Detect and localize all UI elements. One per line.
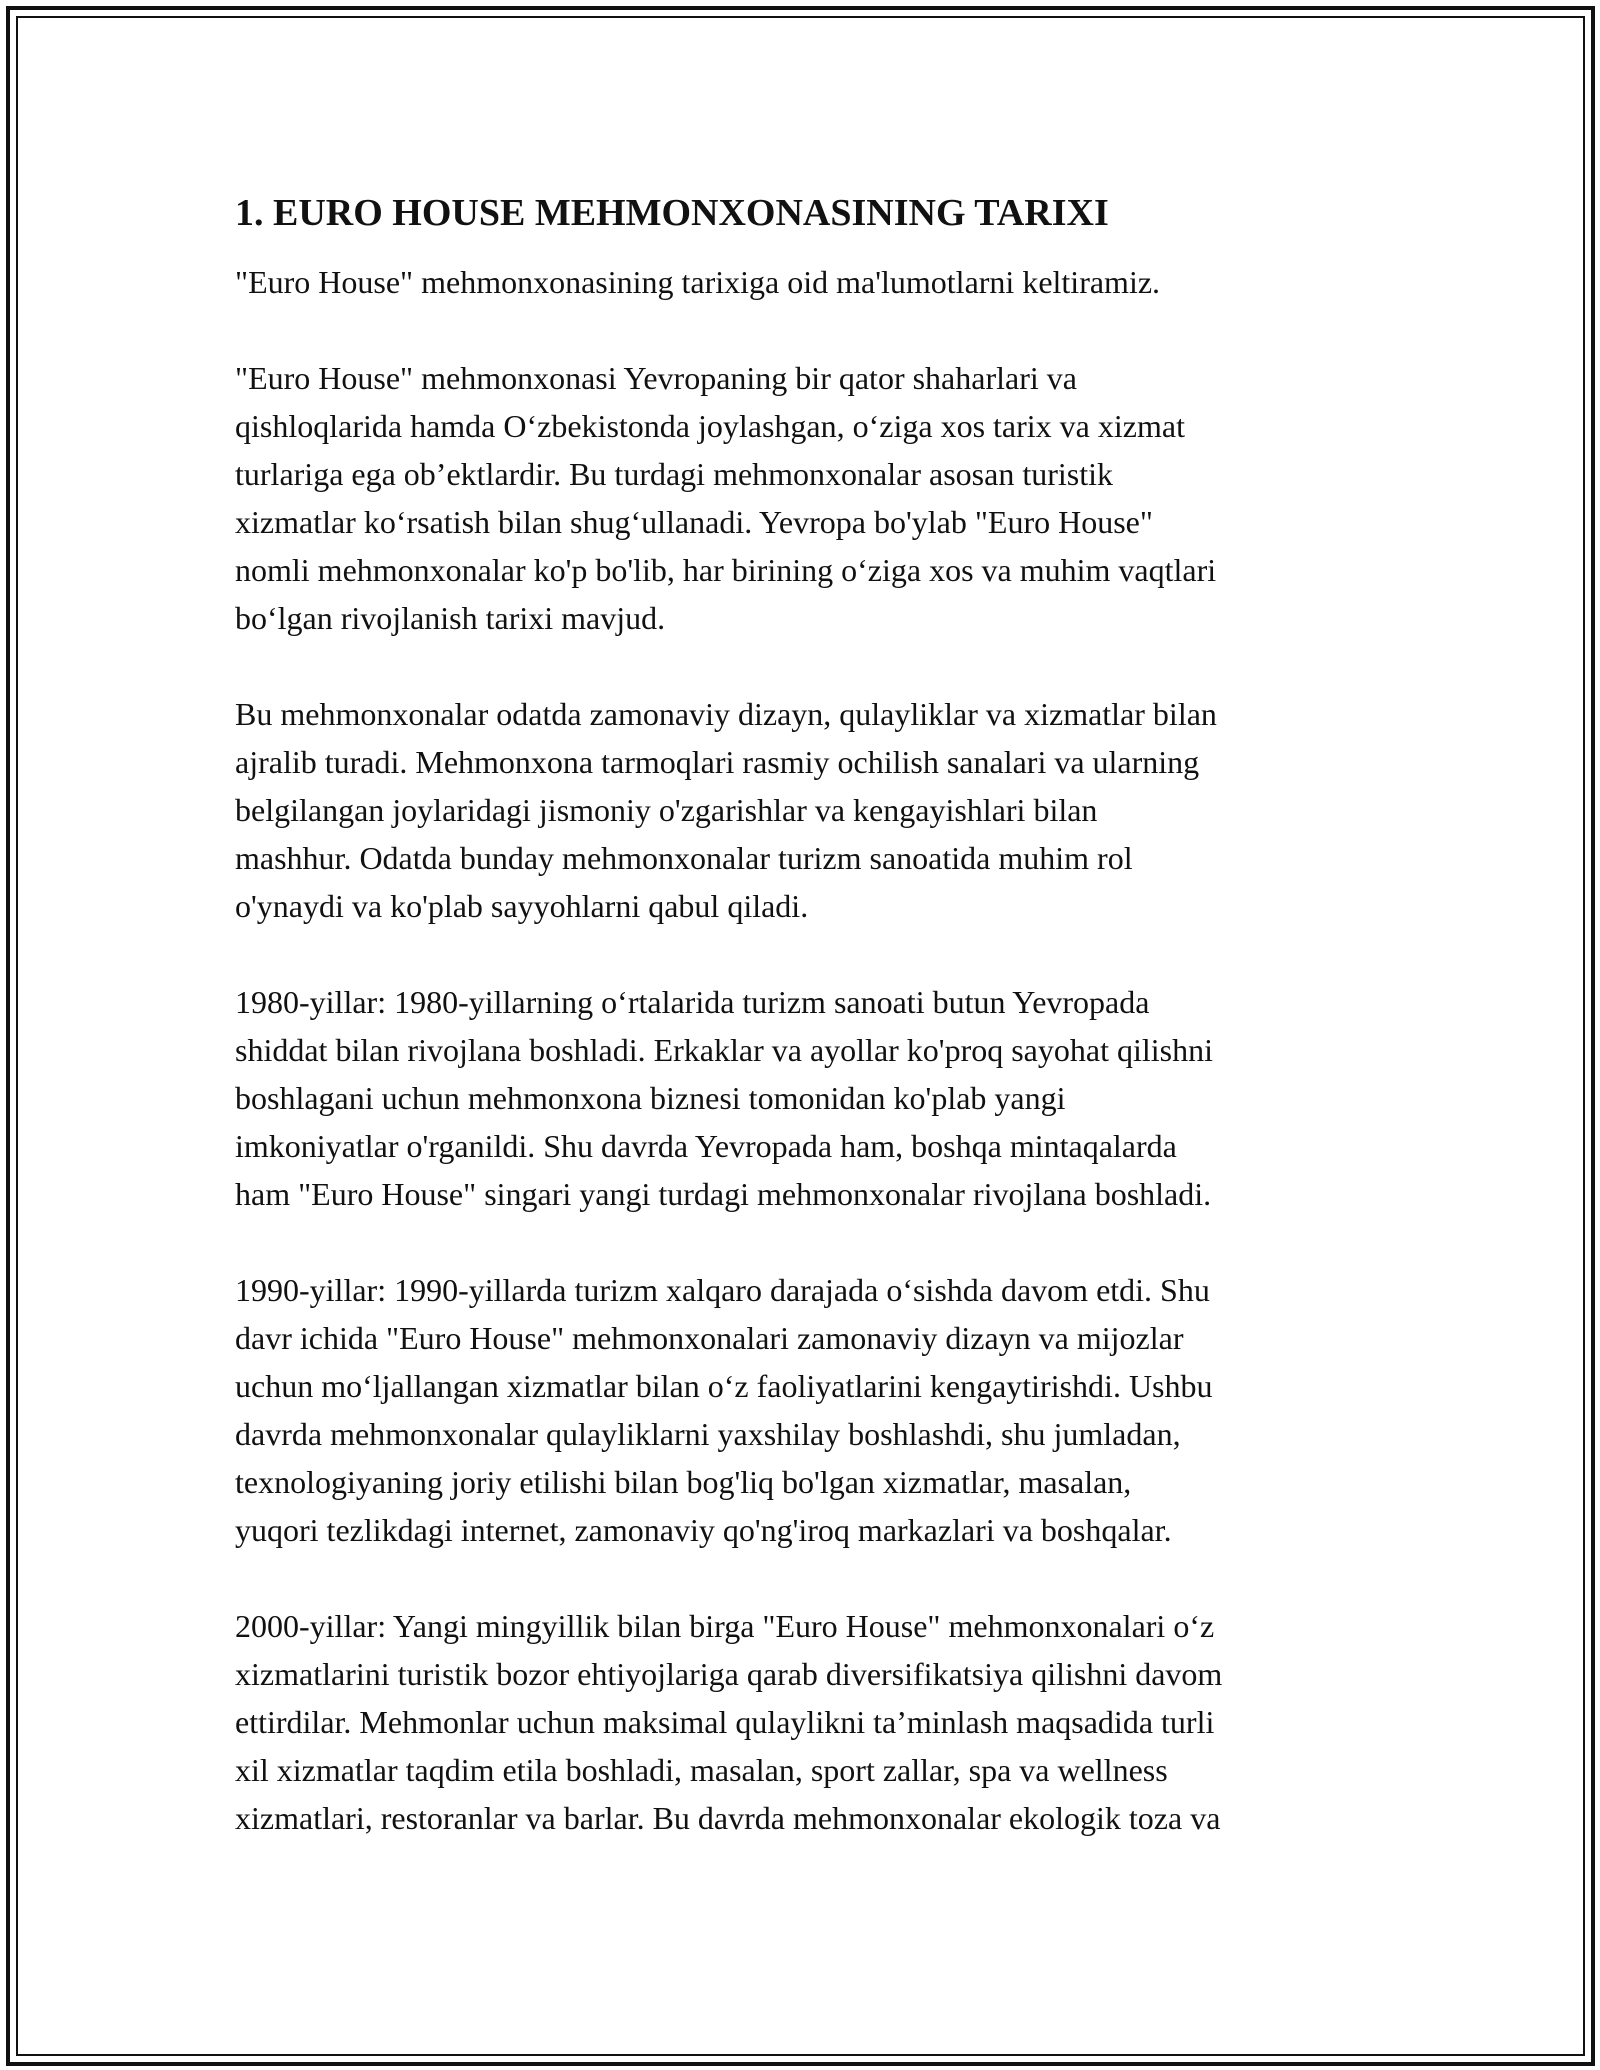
text-line: ettirdilar. Mehmonlar uchun maksimal qulaylikni ta’minlash maqsadida turli <box>235 1704 1215 1740</box>
text-line: "Euro House" mehmonxonasi Yevropaning bir qator shaharlari va <box>235 360 1077 396</box>
paragraph-3 <box>235 978 1375 1218</box>
text-line: xizmatlari, restoranlar va barlar. Bu davrda mehmonxonalar ekologik toza va <box>235 1800 1221 1836</box>
text-line: ham "Euro House" singari yangi turdagi mehmonxonalar rivojlana boshladi. <box>235 1176 1212 1212</box>
text-line: 1980-yillar: 1980-yillarning o‘rtalarida turizm sanoati butun Yevropada <box>235 984 1150 1020</box>
text-line: uchun mo‘ljallangan xizmatlar bilan o‘z faoliyatlarini kengaytirishdi. Ushbu <box>235 1368 1213 1404</box>
paragraph-gap <box>235 930 1375 978</box>
text-line: Bu mehmonxonalar odatda zamonaviy dizayn, qulayliklar va xizmatlar bilan <box>235 696 1217 732</box>
text-line: nomli mehmonxonalar ko'p bo'lib, har birining o‘ziga xos va muhim vaqtlari <box>235 552 1217 588</box>
text-line: 2000-yillar: Yangi mingyillik bilan birga "Euro House" mehmonxonalari o‘z <box>235 1608 1215 1644</box>
text-line: 1990-yillar: 1990-yillarda turizm xalqaro darajada o‘sishda davom etdi. Shu <box>235 1272 1210 1308</box>
text-line: bo‘lgan rivojlanish tarixi mavjud. <box>235 600 666 636</box>
paragraph-2 <box>235 690 1375 930</box>
paragraph-gap <box>235 1218 1375 1266</box>
paragraph-1 <box>235 354 1375 642</box>
paragraph-gap <box>235 1554 1375 1602</box>
text-line: belgilangan joylaridagi jismoniy o'zgarishlar va kengayishlari bilan <box>235 792 1098 828</box>
text-line: ajralib turadi. Mehmonxona tarmoqlari rasmiy ochilish sanalari va ularning <box>235 744 1200 780</box>
text-line: texnologiyaning joriy etilishi bilan bog'liq bo'lgan xizmatlar, masalan, <box>235 1464 1132 1500</box>
text-line: imkoniyatlar o'rganildi. Shu davrda Yevropada ham, boshqa mintaqalarda <box>235 1128 1177 1164</box>
text-line: davrda mehmonxonalar qulayliklarni yaxshilay boshlashdi, shu jumladan, <box>235 1416 1181 1452</box>
intro-paragraph: "Euro House" mehmonxonasining tarixiga oid ma'lumotlarni keltiramiz. <box>235 264 1161 300</box>
text-line: boshlagani uchun mehmonxona biznesi tomonidan ko'plab yangi <box>235 1080 1066 1116</box>
text-line: mashhur. Odatda bunday mehmonxonalar turizm sanoatida muhim rol <box>235 840 1133 876</box>
text-line: qishloqlarida hamda O‘zbekistonda joylashgan, o‘ziga xos tarix va xizmat <box>235 408 1185 444</box>
paragraph-4 <box>235 1266 1375 1554</box>
text-line: xizmatlarini turistik bozor ehtiyojlariga qarab diversifikatsiya qilishni davom <box>235 1656 1223 1692</box>
text-line: davr ichida "Euro House" mehmonxonalari zamonaviy dizayn va mijozlar <box>235 1320 1184 1356</box>
text-line: xizmatlar ko‘rsatish bilan shug‘ullanadi. Yevropa bo'ylab "Euro House" <box>235 504 1153 540</box>
paragraph-5 <box>235 1602 1375 1842</box>
document-body <box>235 188 1375 1842</box>
text-line: turlariga ega ob’ektlardir. Bu turdagi mehmonxonalar asosan turistik <box>235 456 1113 492</box>
document-title: 1. EURO HOUSE MEHMONXONASINING TARIXI <box>235 192 1109 234</box>
text-line: yuqori tezlikdagi internet, zamonaviy qo'ng'iroq markazlari va boshqalar. <box>235 1512 1172 1548</box>
text-line: xil xizmatlar taqdim etila boshladi, masalan, sport zallar, spa va wellness <box>235 1752 1168 1788</box>
text-line: shiddat bilan rivojlana boshladi. Erkaklar va ayollar ko'proq sayohat qilishni <box>235 1032 1213 1068</box>
paragraph-gap <box>235 642 1375 690</box>
paragraph-gap <box>235 306 1375 354</box>
text-line: o'ynaydi va ko'plab sayyohlarni qabul qiladi. <box>235 888 809 924</box>
